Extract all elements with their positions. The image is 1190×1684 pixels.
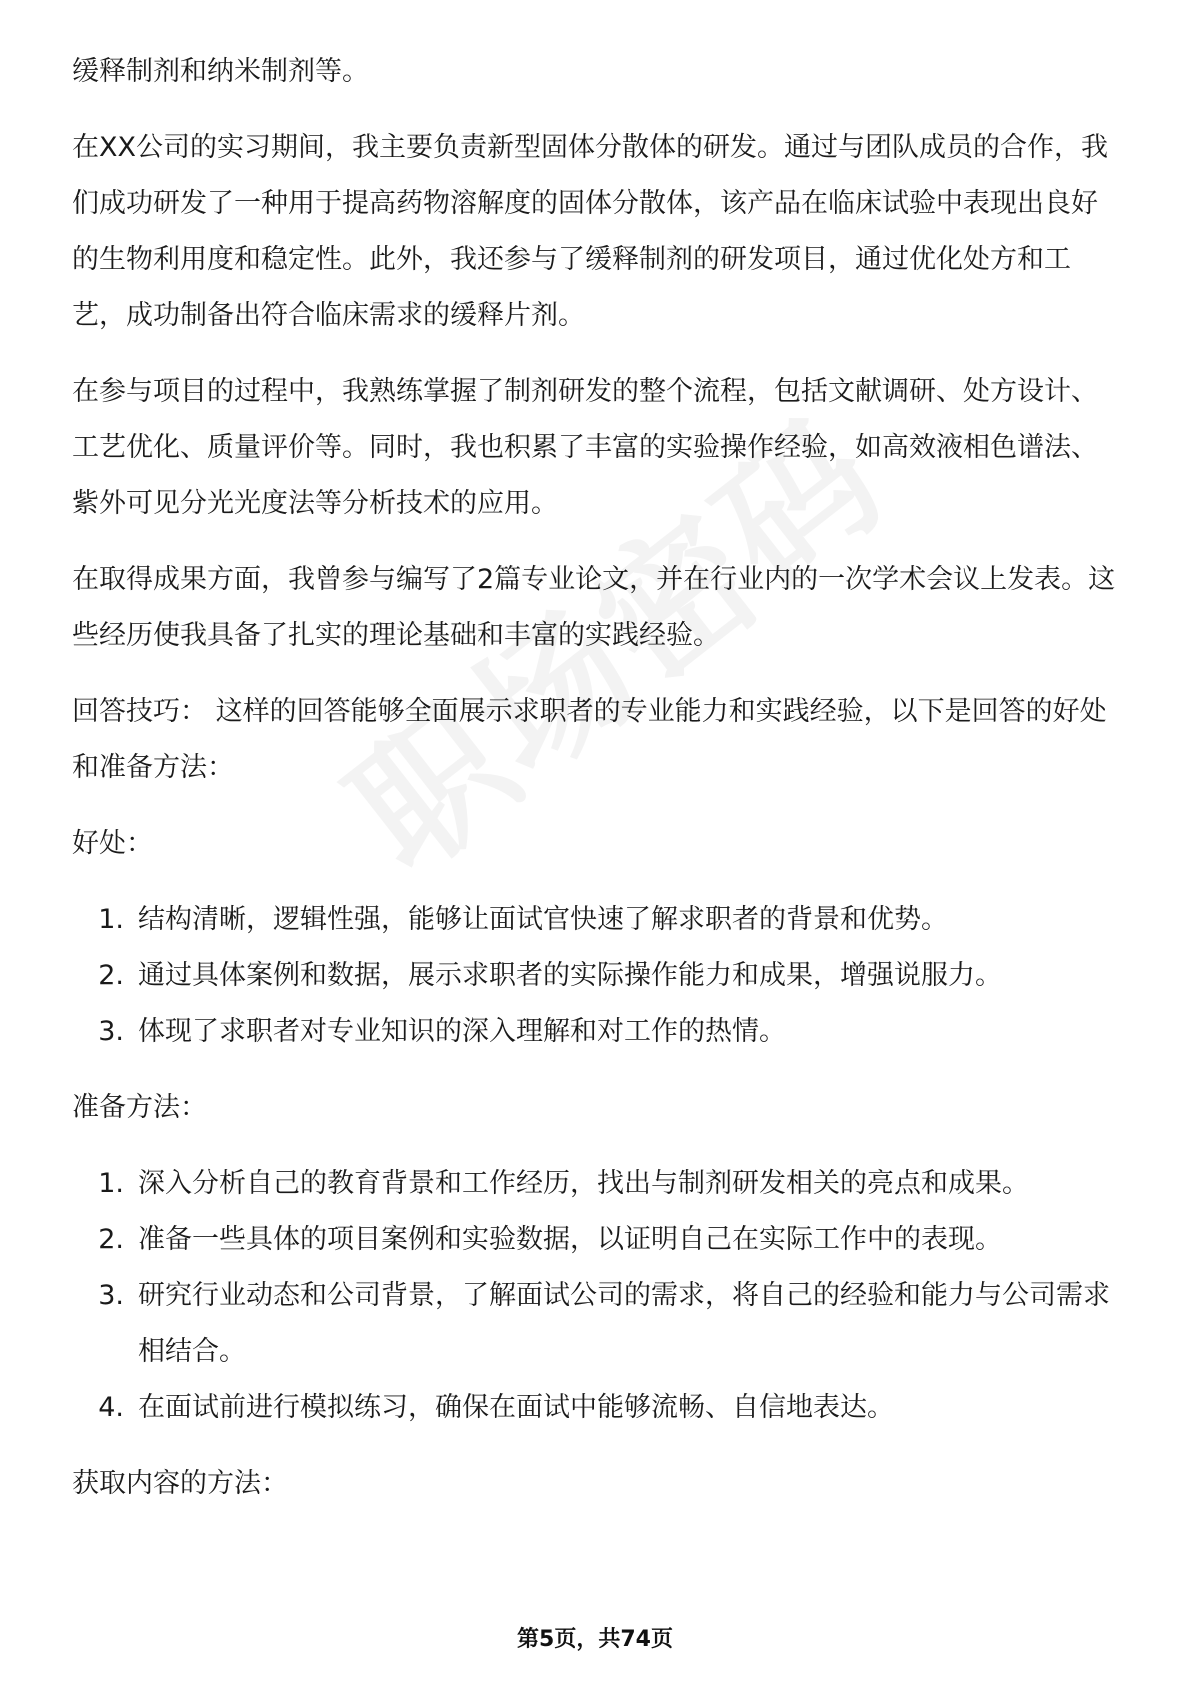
list-number: 3. bbox=[98, 1280, 124, 1311]
list-text: 体现了求职者对专业知识的深入理解和对工作的热情。 bbox=[138, 1016, 786, 1047]
list-number: 1. bbox=[98, 904, 124, 935]
list-text: 准备一些具体的项目案例和实验数据，以证明自己在实际工作中的表现。 bbox=[138, 1224, 1002, 1255]
list-text: 深入分析自己的教育背景和工作经历，找出与制剂研发相关的亮点和成果。 bbox=[138, 1168, 1029, 1199]
page-number: 第5页，共74页 bbox=[517, 1627, 673, 1652]
list-text: 结构清晰，逻辑性强，能够让面试官快速了解求职者的背景和优势。 bbox=[138, 904, 948, 935]
list-text: 通过具体案例和数据，展示求职者的实际操作能力和成果，增强说服力。 bbox=[138, 960, 1002, 991]
benefits-list bbox=[72, 892, 1122, 1060]
paragraph-continuation: 缓释制剂和纳米制剂等。 bbox=[72, 56, 369, 87]
list-number: 1. bbox=[98, 1168, 124, 1199]
list-number: 2. bbox=[98, 1224, 124, 1255]
paragraph-internship: 在XX公司的实习期间，我主要负责新型固体分散体的研发。通过与团队成员的合作，我们成功研发了一种用于提高药物溶解度的固体分散体，该产品在临床试验中表现出良好的生物利用度和稳定性。此外，我还参与了缓释制剂的研发项目，通过优化处方和工艺，成功制备出符合临床需求的缓释片剂。 bbox=[72, 132, 1108, 331]
list-item bbox=[72, 1212, 1122, 1268]
paragraph-achievements: 在取得成果方面，我曾参与编写了2篇专业论文，并在行业内的一次学术会议上发表。这些经历使我具备了扎实的理论基础和丰富的实践经验。 bbox=[72, 564, 1116, 651]
heading-get-content: 获取内容的方法： bbox=[72, 1468, 288, 1499]
list-number: 3. bbox=[98, 1016, 124, 1047]
list-item bbox=[72, 892, 1122, 948]
list-number: 2. bbox=[98, 960, 124, 991]
paragraph-process: 在参与项目的过程中，我熟练掌握了制剂研发的整个流程，包括文献调研、处方设计、工艺优化、质量评价等。同时，我也积累了丰富的实验操作经验，如高效液相色谱法、紫外可见分光光度法等分析技术的应用。 bbox=[72, 376, 1098, 519]
preparation-list bbox=[72, 1156, 1122, 1436]
list-text: 研究行业动态和公司背景，了解面试公司的需求，将自己的经验和能力与公司需求相结合。 bbox=[138, 1280, 1110, 1367]
heading-benefits: 好处： bbox=[72, 828, 153, 859]
list-item bbox=[72, 948, 1122, 1004]
paragraph-answer-tips: 回答技巧： 这样的回答能够全面展示求职者的专业能力和实践经验，以下是回答的好处和准备方法： bbox=[72, 696, 1107, 783]
heading-preparation: 准备方法： bbox=[72, 1092, 207, 1123]
list-text: 在面试前进行模拟练习，确保在面试中能够流畅、自信地表达。 bbox=[138, 1392, 894, 1423]
list-item bbox=[72, 1004, 1122, 1060]
list-item bbox=[72, 1268, 1122, 1380]
list-item bbox=[72, 1156, 1122, 1212]
list-number: 4. bbox=[98, 1392, 124, 1423]
page-content bbox=[72, 44, 1122, 1512]
list-item bbox=[72, 1380, 1122, 1436]
